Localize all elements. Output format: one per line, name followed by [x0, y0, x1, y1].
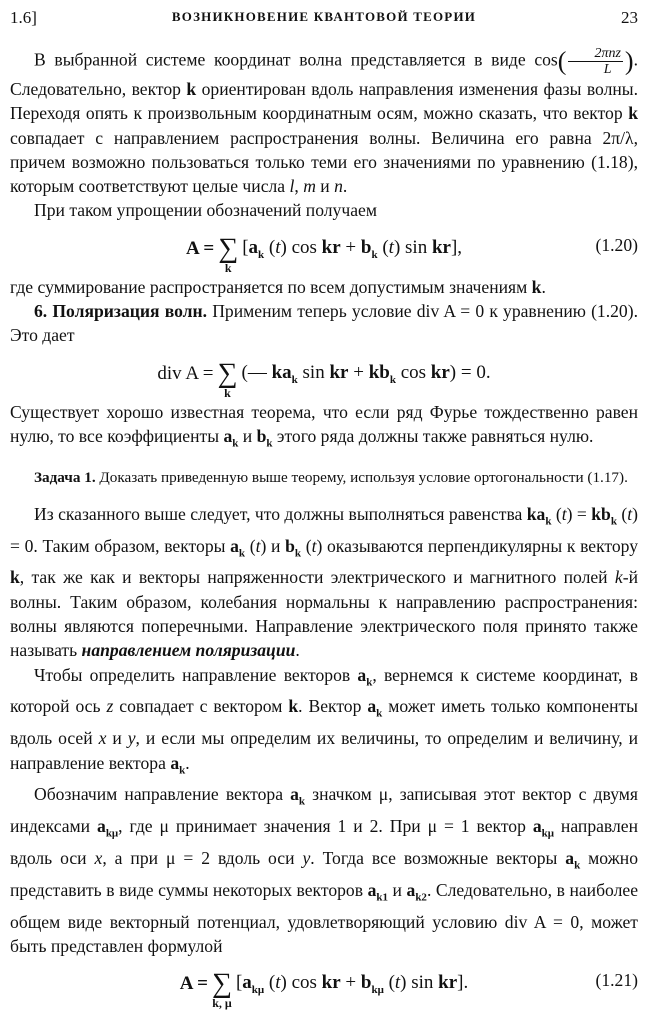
- problem-label: Задача 1.: [34, 468, 96, 486]
- paragraph-transverse-waves: Из сказанного выше следует, что должны выполняться равенства $ka_k$ $(t) = kb_k$ (t) = 0. Таким образом, векторы $a_k$ (t) и $b_k$ (t) оказываются перпендикулярны к вектору k, так же как и векторы напряженности электрического и магнитного полей k-й волны. Таким образом, колебания нормальны к направлению распространения: волны являются поперечными. Направление электрического поля принято также называть направлением поляризации.: [10, 503, 639, 661]
- paragraph-mu-index: Обозначим направление вектора $a_k$ значком μ, записывая этот вектор с двумя индексами $a_{k\mu}$, где μ принимает значения 1 и 2. При μ = 1 вектор $a_{k\mu}$ направлен вдоль оси x, а при μ = 2 вдоль оси y. Тогда все возможные векторы $a_k$ можно представить в виде суммы некоторых векторов $a_{k1}$ и $a_{k2}$. Следовательно, в наиболее общем виде векторный потенциал, удовлетворяющий условию div A = 0, может быть представлен формулой: [10, 784, 639, 956]
- paragraph-wave-vector: В выбранной системе координат волна представляется в виде cos( $\frac{\text{2πnz}}{L}$ ). Следовательно, вектор k ориентирован вдоль направления изменения фазы волны. Переходя опять к произвольным координатным осям, можно сказать, что вектор k совпадает с направлением распространения волны. Величина его равна 2π/λ, причем возможно пользоваться только теми его значениями по уравнению (1.18), которым соответствуют целые числа l, m и n.: [10, 46, 639, 197]
- summation-symbol: ∑ k, μ: [211, 968, 232, 1011]
- summation-symbol: ∑ k: [218, 232, 239, 275]
- paragraph-polarization-heading: 6. Поляризация волн. Применим теперь условие div A = 0 к уравнению (1.20). Это дает: [10, 301, 638, 346]
- page-number: 23: [621, 8, 638, 27]
- fraction-2pinz-over-L: $\frac{\text{2πnz}}{L}$: [568, 46, 622, 77]
- summation-symbol: ∑ k: [217, 357, 238, 400]
- equation-1-21: A = ∑ k, μ [$a_{k\mu}$ (t) cos kr + $b_{k\mu}$ (t) sin kr]. (1.21): [179, 968, 638, 1011]
- section-heading: 6. Поляризация волн.: [34, 301, 208, 322]
- equation-1-20-body: [$a_k$ (t) cos kr + $b_k$ (t) sin kr],: [242, 236, 463, 261]
- equation-1-20: A = ∑ k [$a_k$ (t) cos kr + $b_k$ (t) sin kr], (1.20): [185, 232, 638, 275]
- running-title: ВОЗНИКНОВЕНИЕ КВАНТОВОЙ ТЕОРИИ: [171, 9, 477, 24]
- running-header: [10, 8, 638, 32]
- equation-number: (1.21): [595, 970, 638, 991]
- page-body: [10, 46, 638, 1010]
- paragraph-vector-direction: Чтобы определить направление векторов $a_k$, вернемся к системе координат, в которой ось z совпадает с вектором k. Вектор $a_k$ может иметь только компоненты вдоль осей x и y, и если мы определим их величины, то определим и величину, и направление вектора $a_k$.: [10, 664, 638, 777]
- paragraph-fourier-theorem: Существует хорошо известная теорема, что если ряд Фурье тождественно равен нулю, то все коэффициенты $a_k$ и $b_k$ этого ряда должны также равняться нулю.: [10, 401, 638, 450]
- problem-1: Задача 1. Доказать приведенную выше теорему, используя условие ортогональности (1.17).: [34, 468, 628, 486]
- section-reference: 1.6]: [10, 8, 37, 27]
- equation-div-body: (— $ka_k$ sin kr + $kb_k$ cos kr) = 0.: [241, 361, 491, 386]
- paragraph-simplification: При таком упрощении обозначений получаем: [34, 200, 377, 221]
- equation-number: (1.20): [595, 234, 638, 255]
- paragraph-summation-note: где суммирование распространяется по всем допустимым значениям k.: [10, 276, 546, 297]
- term-polarization-direction: направлением поляризации: [81, 640, 296, 661]
- equation-1-21-body: [$a_{k\mu}$ (t) cos kr + $b_{k\mu}$ (t) sin kr].: [235, 972, 469, 997]
- equation-div-a: div A = ∑ k (— $ka_k$ sin kr + $kb_k$ cos kr) = 0.: [157, 357, 491, 400]
